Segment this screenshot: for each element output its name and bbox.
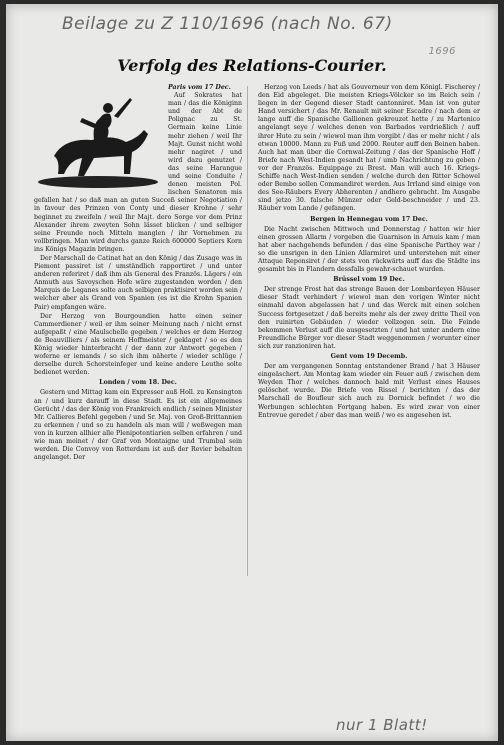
- right-column: [258, 84, 480, 604]
- dateline-bergen: Bergen in Hennegau vom 17 Dec.: [310, 215, 428, 223]
- handwritten-annotation-top: Beilage zu Z 110/1696 (nach No. 67): [62, 14, 393, 34]
- paragraph: Herzog von Leeds / hat als Gouverneur von dem Königl. Fischerey / den Eid abgeleget. Die meisten Kriegs-Völcker so im Reich sein / liegen in der Gegend dieser Stadt cantonniret. Man ist von guter Hand versichert / das Mr. Renault mit seiner Escadre / nach dem er lange auff die Spanische Gallionen gekreuzet hette / zu Martenico angelangt seye / welches denen von Barbados verdrießlich / auff ihrer Hute zu sein / wiewol man ihm vorgibt / das er mehr nicht / als etwan 10000. Mann zu Fuß und 2000. Reuter auff den Beinen haben. Auch hat man über die Cornwal-Zeitung / das der Spanische Hoff / Briefe nach West-Indien gesandt hat / umb Nachrichtung zu geben / vor der Französ. Equippage zu Brest. Man will auch 16. Kriegs-Schiffe nach West-Indien senden / welche durch den Ritter Schowel oder Bembo sollen Commandiret werden. Aus Irrland sind einige von des See-Räubers Every Abherenten / andhero gebracht. Im Ausgabe sind jetzo 30. falsche Münzer oder Geld-beschneider / und 23. Räuber vom Lande / gefangen.: [258, 84, 480, 213]
- paragraph: Die Nacht zwischen Mittwoch und Donnerstag / hatten wir hier einen grossen Allarm / vorgeben die Guarnison in Arnuis kam / man hat aber nachgehends befunden / das eine Spanische Parthey war / so die unsrigen in den Linien Allarmiret und unterstehen mit einer Attaque Reponsiret / der stets von rückwärts auff das die Städte ins gesambt bis in Flandern dessfalls gewahr-schauet wurden.: [258, 225, 480, 274]
- paragraph: Der strenge Frost hat das strenge Bauen der Lombardeyen Häuser dieser Stadt verhindert / wiewol man den vorigen Winter nicht einmahl davon abgelassen hat / und das Werck mit einen solchen Success fortgesetzet / daß bereits mehr als der zwey dritte Theil von den ruinirten Gebäuden / wieder vollzogen sein. Die Feinde bekommen Verlust auff die ausgesetzten / und hat unter andern eine Freundliche Bürger vor dieser Stadt weggenommen / worunter einer sich zur ranzioniren hat.: [258, 286, 480, 350]
- dateline-gent: Gent vom 19 Decemb.: [330, 353, 408, 360]
- paragraph: Auf Sokrates hat man / das die Königinn und der Abt de Polignac zu St. Germain keine Linie mehr ziehen / weil Ihr Majt. Gunst nicht wohl mehr nagiret / und wird dazu genutzet / das seine Harangue und seine Conduite / denen meisten Pol. lischen Senatoren mis gefallen hat / so daß man an guten Succeß seiner Negotiation / in favour des Prinzen von Conty und dieser Krohne / sehr beginnet zu zweifeln / weil Ihr Majt. dero Sorge vor dem Prinz Alexander ihrem zweyten Sohn lässet blicken / und selbiger seine Freunde noch Mitteln manglen / ihr Vornehmen zu vollbringen. Man wird durchs ganze Reich 600000 Septiers Korn ins Königs Magazin bringen.: [34, 92, 242, 253]
- handwritten-annotation-bottom: nur 1 Blatt!: [336, 716, 428, 734]
- newspaper-title: Verfolg des Relations-Courier.: [117, 56, 387, 75]
- paragraph: Der am vergangenen Sonntag entstandener Brand / hat 3 Häuser eingeäschert. Am Montag kam wieder ein Feuer auß / zwischen dem Weyden Thor / welches dannoch bald mit Verlust eines Hauses gelöschet wurde. Die Briefe von Rissel / berichten / das der Marschall de Boufleur sich auch zu Dornick befindet / wo die Werbungen schlechten Fortgang haben. Es wird zwar von einer Entrevue geredet / aber das man weiß / wo es angesehen ist.: [258, 363, 480, 419]
- dateline-brussels: Brüssel vom 19 Dec.: [333, 276, 405, 284]
- horseman-woodcut-icon: [34, 94, 162, 190]
- dateline-london: Londen / vom 18. Dec.: [99, 379, 177, 387]
- paragraph: Der Herzog von Bourgoundien hatte einen seiner Cammerdiener / weil er ihm seiner Meinung nach / nicht ernst aufgepaßt / eine Maulschelle gegeben / welches er dem Herzog de Beauvilliers / als seinem Hoffmeister / geklaget / so es den König wieder hinterbracht / der dann zur Antwort gegeben / woferne er iemands / so sich ihm näherte / wieder schlüge / derselbe durch Schorsteinfeger und keine andere Leuthe solte bedienet werden.: [34, 312, 242, 377]
- paragraph: Gestern und Mittag kam ein Expresser auß Holl. zu Kensington an / und kurz darauff in diese Stadt. Es ist ein allgemeines Gerücht / das der König von Frankreich endlich / seinen Minister Mr. Callieres Befehl gegeben / und Sr. Maj. von Groß-Brittannien zu erkennen / und so zu handeln als man will / weßwegen man von in kurzen allhier alle Plenipotentiarien selben erfahren / und wie man meinet / der Graf von Montaigne und Trumbal sein werden. Die Convoy von Rotterdam ist auß der Revier behalten angelanget. Der: [34, 389, 242, 462]
- document-page: [6, 4, 498, 741]
- paragraph: Der Marschall de Catinat hat an den König / das Zusage was in Piemont passiret ist / umständlich rapportiret / und unter anderen referiret / daß ihm als General des Französ. Lägers / ein Anmuth aus Savoyschen Hofe wäre zugestanden worden / den Marquis de Leganes solte auch selbigen praktisiret worden sein / welcher aber als Grand von Spanien (es ist die Krohn Spanien Pair) empfangen wäre.: [34, 254, 242, 311]
- left-column: [34, 84, 242, 584]
- handwritten-number: 1696: [428, 46, 456, 57]
- dateline-paris: Paris vom 17 Dec.: [168, 84, 231, 91]
- column-divider: [247, 86, 248, 576]
